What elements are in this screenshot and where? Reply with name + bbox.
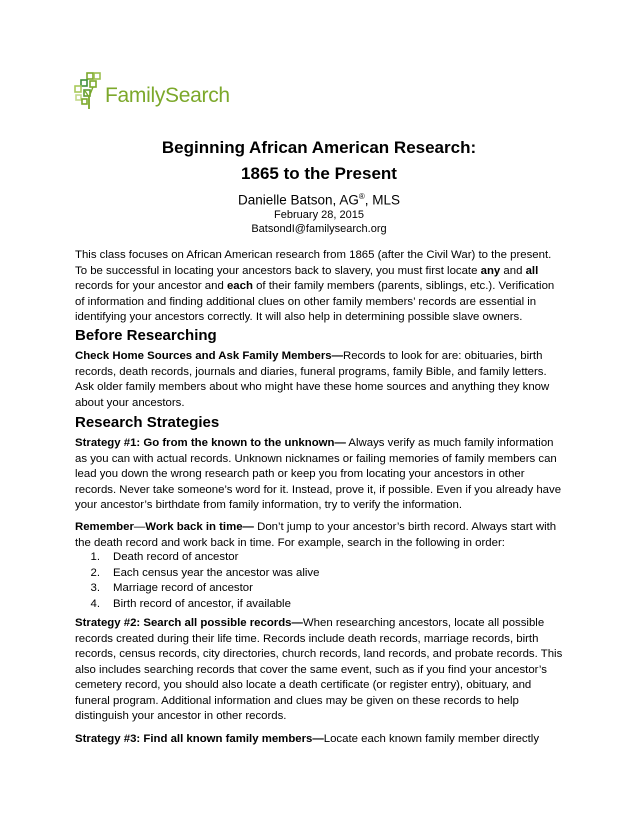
author-email[interactable]: BatsondI@familysearch.org	[251, 223, 387, 235]
list-text: Birth record of ancestor, if available	[113, 597, 291, 610]
list-number: 1.	[90, 551, 100, 563]
work-back-lead: Work back in time—	[145, 521, 254, 533]
intro-paragraph	[75, 248, 565, 326]
list-item	[75, 566, 319, 582]
remember-body: Don’t jump to your ancestor’s birth record. Always start with the death record and work back in time. For example, search in the following in order:	[75, 521, 557, 549]
strategy-1-paragraph	[75, 436, 565, 514]
strategy-1-lead: Strategy #1: Go from the known to the unknown—	[75, 437, 346, 449]
family-tree-icon	[73, 71, 103, 111]
logo-wordmark: FamilySearch	[105, 84, 230, 107]
before-researching-heading: Before Researching	[75, 327, 217, 344]
home-sources-paragraph	[75, 349, 565, 411]
registered-mark: ®	[358, 192, 365, 201]
strategy-3-paragraph	[75, 732, 565, 748]
list-number: 3.	[90, 582, 100, 594]
list-text: Marriage record of ancestor	[113, 582, 253, 594]
list-text: Each census year the ancestor was alive	[113, 566, 320, 579]
document-subtitle: 1865 to the Present	[241, 164, 397, 183]
home-sources-lead: Check Home Sources and Ask Family Members—	[75, 350, 343, 362]
author-line	[0, 192, 638, 208]
research-strategies-heading: Research Strategies	[75, 414, 220, 431]
home-sources-body: Records to look for are: obituaries, birth records, death records, journals and diaries, funeral programs, family Bible, and family letters. Ask older family members about who might have these home sources and anything they know about your ancestors.	[75, 350, 550, 409]
author-credentials: , MLS	[364, 192, 400, 208]
list-item	[75, 550, 319, 566]
list-number: 4.	[90, 597, 100, 610]
strategy-1-body: Always verify as much family information as you can with actual records. Unknown nicknames or failing memories of family members can lead you down the wrong research path or keep you from locating your ancestors in other records. Never take someone’s word for it. Instead, prove it, if possible. Even if you already have your ancestor’s birthdate from family information, try to verify the information.	[75, 437, 562, 511]
list-text: Death record of ancestor	[113, 551, 239, 563]
list-number: 2.	[90, 566, 100, 579]
intro-emphasis-each: each	[226, 280, 253, 292]
document-title: Beginning African American Research:	[161, 138, 477, 157]
intro-text-1: This class focuses on African American research from 1865 (after the Civil War) to the present. To be successful in locating your ancestors back to slavery, you must first locate	[75, 249, 552, 277]
strategy-3-body: Locate each known family member directly	[323, 733, 540, 745]
familysearch-logo	[73, 71, 230, 111]
strategy-2-lead: Strategy #2: Search all possible records—	[75, 617, 303, 629]
strategy-2-paragraph	[75, 616, 565, 725]
presentation-date: February 28, 2015	[274, 209, 364, 221]
remember-paragraph	[75, 520, 565, 551]
intro-text-3: of their family members (parents, siblings, etc.). Verification of information and finding additional clues on other family members’ records are essential in identifying your ancestors correctly. It will also help in determining possible slave owners.	[75, 280, 555, 323]
intro-emphasis-all: all	[525, 264, 539, 277]
strategy-3-lead: Strategy #3: Find all known family members—	[75, 733, 324, 745]
list-item	[75, 581, 319, 597]
intro-emphasis-any: any	[480, 264, 501, 277]
intro-text-2: records for your ancestor and	[75, 280, 227, 292]
list-item	[75, 597, 319, 613]
remember-dash: —	[133, 521, 146, 533]
remember-lead: Remember	[75, 521, 134, 533]
author-name: Danielle Batson, AG	[238, 192, 359, 208]
strategy-2-body: When researching ancestors, locate all possible records created during their life time. Records include death records, marriage records, birth records, census records, city directories, church records, land records, and probate records. This also includes searching records that cover the same event, such as if you find your ancestor’s cemetery record, you should also locate a death certificate (or register entry), obituary, and funeral program. Additional information and clues may be given on these records to help distinguish your ancestor in other records.	[75, 617, 563, 722]
intro-text-and: and	[500, 264, 526, 277]
research-order-list	[75, 550, 319, 612]
